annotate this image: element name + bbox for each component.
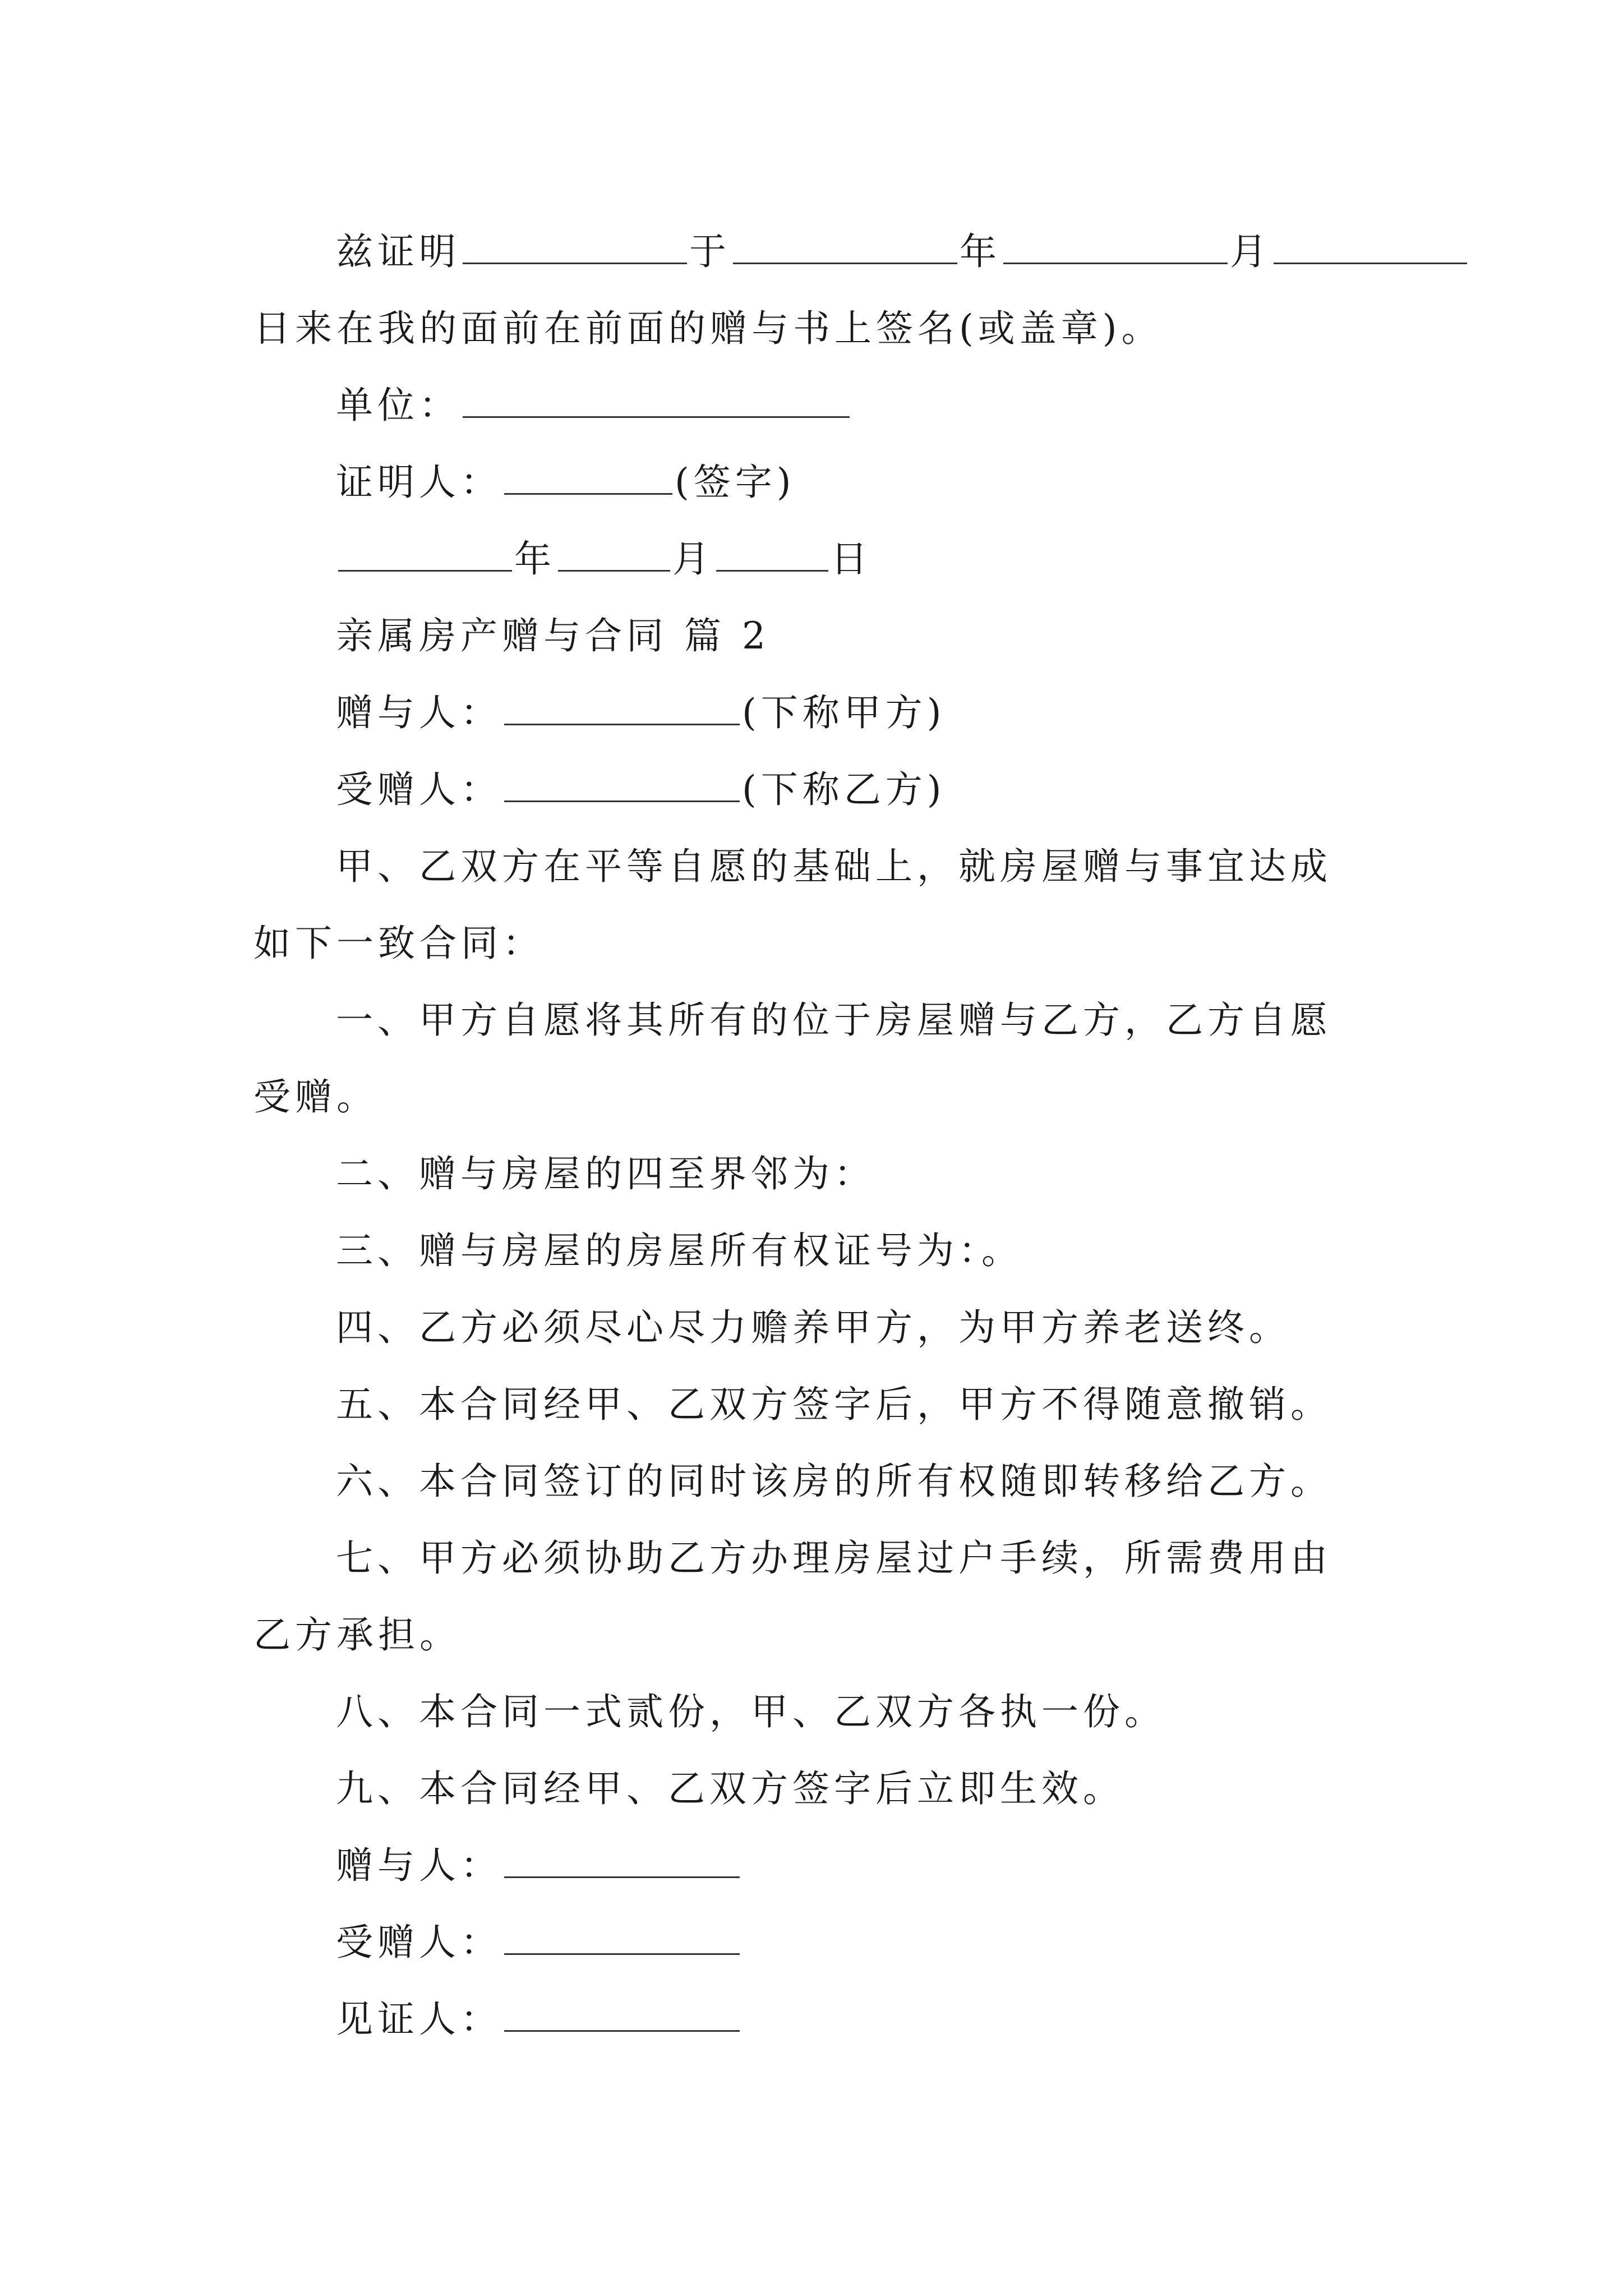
- certify-line-2: [253, 290, 1403, 367]
- paragraph-line: [253, 905, 1403, 982]
- clause-text: 七、甲方必须协助乙方办理房屋过户手续，所需费用由: [336, 1536, 1332, 1580]
- witness-sign-line: [253, 444, 1403, 521]
- witness-label: 证明人：: [336, 461, 502, 504]
- clause-text: 二、赠与房屋的四至界邻为：: [336, 1152, 875, 1195]
- donor-line: [253, 674, 1403, 751]
- date-year: 年: [514, 537, 556, 581]
- clause-text: 一、甲方自愿将其所有的位于房屋赠与乙方，乙方自愿: [336, 999, 1332, 1042]
- certify-year: 年: [960, 230, 1001, 273]
- sign-note: (签字): [675, 461, 796, 504]
- signature-donor-blank: [504, 1848, 740, 1878]
- unit-label: 单位：: [336, 384, 460, 427]
- clause-text: 八、本合同一式贰份，甲、乙双方各执一份。: [336, 1690, 1166, 1733]
- date-day: 日: [831, 537, 872, 581]
- donor-label: 赠与人：: [336, 691, 502, 734]
- clause-text: 受赠。: [253, 1075, 378, 1119]
- clause-5: [253, 1366, 1403, 1443]
- clause-1: [253, 982, 1403, 1059]
- clause-3: [253, 1212, 1403, 1289]
- clause-text: 九、本合同经甲、乙双方签字后立即生效。: [336, 1767, 1124, 1810]
- section-title: [253, 597, 1403, 674]
- date-month-blank: [558, 542, 670, 572]
- section-title-text: 亲属房产赠与合同 篇 2: [336, 614, 770, 657]
- donee-note: (下称乙方): [742, 768, 946, 811]
- donee-blank: [504, 772, 740, 802]
- signature-witness-label: 见证人：: [336, 1998, 502, 2041]
- clause-9: [253, 1750, 1403, 1827]
- donor-blank: [504, 696, 740, 725]
- paragraph-line: [253, 828, 1403, 905]
- certify-line: [253, 213, 1403, 290]
- date-year-blank: [338, 542, 512, 572]
- day-blank: [1274, 234, 1467, 264]
- document-page: [253, 213, 1403, 2058]
- unit-blank: [463, 388, 850, 418]
- date-line: [253, 521, 1403, 597]
- donor-note: (下称甲方): [742, 691, 946, 734]
- date-month: 月: [672, 537, 714, 581]
- signature-witness-blank: [504, 2002, 740, 2032]
- clause-7: [253, 1520, 1403, 1596]
- clause-8: [253, 1673, 1403, 1750]
- donee-line: [253, 751, 1403, 828]
- clause-text: 四、乙方必须尽心尽力赡养甲方，为甲方养老送终。: [336, 1306, 1290, 1349]
- clause-2: [253, 1135, 1403, 1212]
- clause-7-cont: [253, 1596, 1403, 1673]
- certify-text: 兹证明: [336, 230, 460, 273]
- clause-text: 乙方承担。: [253, 1613, 461, 1657]
- certify-yu: 于: [689, 230, 731, 273]
- signature-donee: [253, 1904, 1403, 1981]
- certify-month: 月: [1230, 230, 1271, 273]
- signature-witness: [253, 1981, 1403, 2058]
- signature-donee-label: 受赠人：: [336, 1921, 502, 1964]
- clause-1-cont: [253, 1059, 1403, 1135]
- signature-donor-label: 赠与人：: [336, 1844, 502, 1887]
- clause-4: [253, 1289, 1403, 1366]
- signature-donee-blank: [504, 1925, 740, 1955]
- month-blank: [1003, 234, 1228, 264]
- donee-label: 受赠人：: [336, 768, 502, 811]
- year-blank: [733, 234, 957, 264]
- date-day-blank: [716, 542, 828, 572]
- name-blank: [463, 234, 687, 264]
- clause-text: 六、本合同签订的同时该房的所有权随即转移给乙方。: [336, 1460, 1332, 1503]
- signature-donor: [253, 1827, 1403, 1904]
- paragraph-text: 如下一致合同：: [253, 922, 544, 965]
- clause-text: 三、赠与房屋的房屋所有权证号为：。: [336, 1229, 1023, 1272]
- clause-6: [253, 1443, 1403, 1520]
- witness-blank: [504, 465, 672, 495]
- clause-text: 五、本合同经甲、乙双方签字后，甲方不得随意撤销。: [336, 1383, 1332, 1426]
- unit-line: [253, 367, 1403, 444]
- paragraph-text: 甲、乙双方在平等自愿的基础上，就房屋赠与事宜达成: [336, 845, 1332, 888]
- certify-text-2: 日来在我的面前在前面的赠与书上签名(或盖章)。: [253, 307, 1163, 350]
